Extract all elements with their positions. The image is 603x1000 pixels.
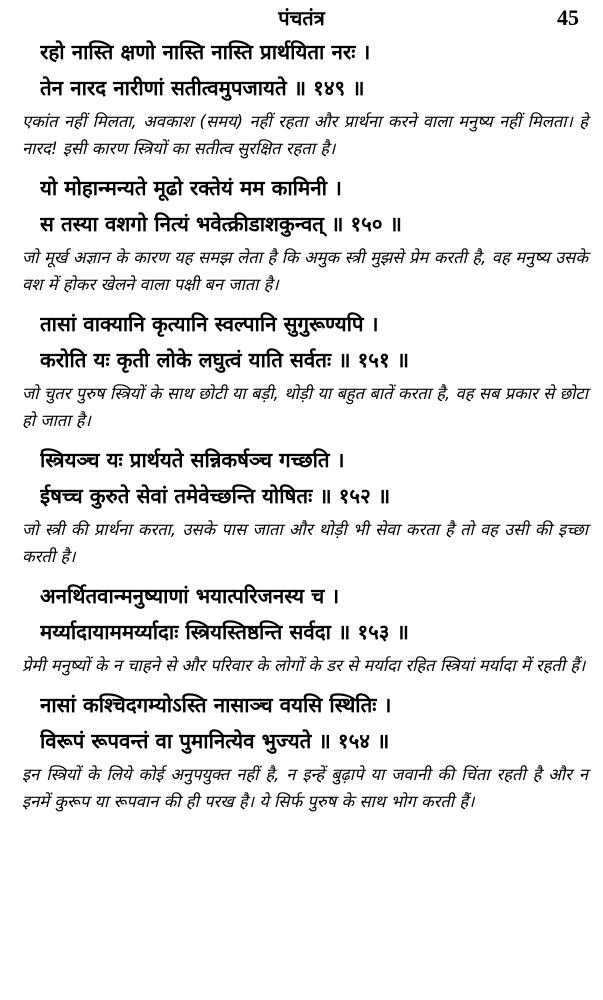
sanskrit-verse — [22, 306, 588, 378]
verse-block — [22, 34, 588, 162]
hindi-meaning: एकांत नहीं मिलता, अवकाश (समय) नहीं रहता और प्रार्थना करने वाला मनुष्य नहीं मिलता। हे नारद! इसी कारण स्त्रियों का सतीत्व सुरक्षित रहता है। — [22, 112, 588, 158]
verse-line: नासां कश्चिदगम्योऽस्ति नासाञ्च वयसि स्थितिः । — [40, 693, 392, 717]
sanskrit-verse — [22, 442, 588, 514]
hindi-meaning: जो स्त्री की प्रार्थना करता, उसके पास जाता और थोड़ी भी सेवा करता है तो वह उसी की इच्छा करती है। — [22, 520, 588, 566]
verse-line: स तस्या वशगो नित्यं भवेत्क्रीडाशकुन्वत् ॥ १५० ॥ — [40, 212, 402, 236]
sanskrit-verse — [22, 687, 588, 759]
verse-line: करोति यः कृती लोके लघुत्वं याति सर्वतः ॥ १५१ ॥ — [40, 348, 410, 372]
verse-block — [22, 578, 588, 679]
verse-block — [22, 442, 588, 570]
verse-block — [22, 306, 588, 434]
verse-line: रहो नास्ति क्षणो नास्ति नास्ति प्रार्थयिता नरः । — [40, 40, 371, 64]
verse-line: अनर्थितवान्मनुष्याणां भयात्परिजनस्य च । — [40, 584, 340, 608]
running-title: पंचतंत्र — [278, 6, 325, 30]
verse-line: ईषच्च कुरुते सेवां तमेवेच्छन्ति योषितः ॥ १५२ ॥ — [40, 484, 391, 508]
verse-block — [22, 170, 588, 298]
hindi-meaning: प्रेमी मनुष्यों के न चाहने से और परिवार के लोगों के डर से मर्यादा रहित स्त्रियां मर्यादा में रहती हैं। — [22, 656, 586, 675]
page-header — [0, 4, 603, 32]
verse-block — [22, 687, 588, 815]
sanskrit-verse — [22, 34, 588, 106]
verse-line: स्त्रियञ्च यः प्रार्थयते सन्निकर्षञ्च गच्छति । — [40, 448, 345, 472]
page-number: 45 — [557, 5, 579, 30]
verse-line: विरूपं रूपवन्तं वा पुमानित्येव भुज्यते ॥ १५४ ॥ — [40, 729, 390, 753]
hindi-meaning: इन स्त्रियों के लिये कोई अनुपयुक्त नहीं है, न इन्हें बुढ़ापे या जवानी की चिंता रहती है और न इनमें कुरूप या रूपवान की ही परख है। ये सिर्फ पुरुष के साथ भोग करती हैं। — [22, 765, 588, 811]
page-content — [22, 34, 588, 823]
verse-line: तेन नारद नारीणां सतीत्वमुपजायते ॥ १४९ ॥ — [40, 76, 365, 100]
hindi-meaning: जो मूर्ख अज्ञान के कारण यह समझ लेता है कि अमुक स्त्री मुझसे प्रेम करती है, वह मनुष्य उसके वश में होकर खेलने वाला पक्षी बन जाता है। — [22, 248, 588, 294]
verse-line: तासां वाक्यानि कृत्यानि स्वल्पानि सुगुरूण्यपि । — [40, 312, 379, 336]
hindi-meaning: जो चुतर पुरुष स्त्रियों के साथ छोटी या बड़ी, थोड़ी या बहुत बातें करता है, वह सब प्रकार से छोटा हो जाता है। — [22, 384, 588, 430]
verse-line: यो मोहान्मन्यते मूढो रक्तेयं मम कामिनी । — [40, 176, 342, 200]
sanskrit-verse — [22, 170, 588, 242]
sanskrit-verse — [22, 578, 588, 650]
verse-line: मर्य्यादायाममर्य्यादाः स्त्रियस्तिष्ठन्ति सर्वदा ॥ १५३ ॥ — [40, 620, 409, 644]
